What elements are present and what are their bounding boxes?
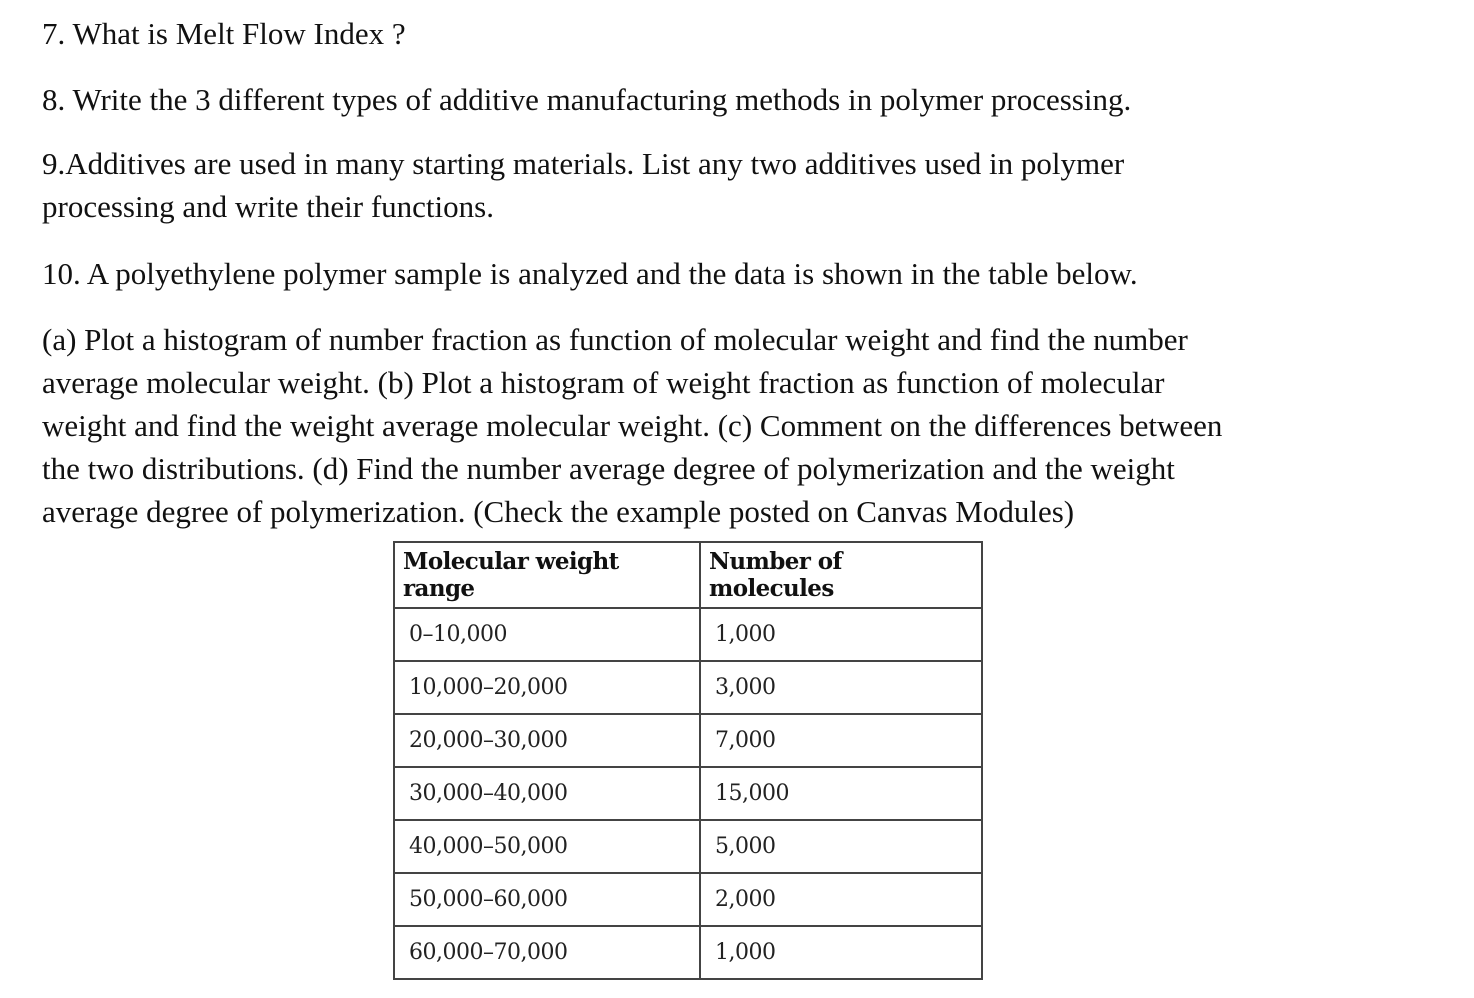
question-10: 10. A polyethylene polymer sample is analyzed and the data is shown in the table below. xyxy=(42,256,1138,291)
count-cell: 15,000 xyxy=(700,767,982,820)
table-row xyxy=(394,926,982,979)
question-9-line: processing and write their functions. xyxy=(42,189,494,224)
question-10-parts xyxy=(42,318,1222,533)
table-row xyxy=(394,873,982,926)
range-cell: 50,000–60,000 xyxy=(394,873,700,926)
table-header-row xyxy=(394,542,982,608)
question-9-line: 9.Additives are used in many starting materials. List any two additives used in polymer xyxy=(42,146,1125,181)
question-10-part-line: average molecular weight. (b) Plot a histogram of weight fraction as function of molecular xyxy=(42,365,1165,400)
header-number-of-molecules: Number of molecules xyxy=(700,542,982,608)
question-10-part-line: the two distributions. (d) Find the number average degree of polymerization and the weight xyxy=(42,451,1175,486)
question-10-part-line: average degree of polymerization. (Check the example posted on Canvas Modules) xyxy=(42,494,1075,529)
range-cell: 20,000–30,000 xyxy=(394,714,700,767)
molecular-weight-table xyxy=(393,541,983,980)
table-row xyxy=(394,820,982,873)
count-cell: 7,000 xyxy=(700,714,982,767)
range-cell: 0–10,000 xyxy=(394,608,700,661)
question-10-part-line: (a) Plot a histogram of number fraction as function of molecular weight and find the number xyxy=(42,322,1188,357)
table-row xyxy=(394,767,982,820)
question-9 xyxy=(42,142,1124,228)
range-cell: 40,000–50,000 xyxy=(394,820,700,873)
question-10-part-line: weight and find the weight average molecular weight. (c) Comment on the differences between xyxy=(42,408,1223,443)
count-cell: 3,000 xyxy=(700,661,982,714)
range-cell: 60,000–70,000 xyxy=(394,926,700,979)
header-molecular-weight-range: Molecular weight range xyxy=(394,542,700,608)
range-cell: 30,000–40,000 xyxy=(394,767,700,820)
range-cell: 10,000–20,000 xyxy=(394,661,700,714)
count-cell: 5,000 xyxy=(700,820,982,873)
question-8: 8. Write the 3 different types of additive manufacturing methods in polymer processing. xyxy=(42,82,1132,117)
question-7: 7. What is Melt Flow Index ? xyxy=(42,16,406,51)
count-cell: 2,000 xyxy=(700,873,982,926)
count-cell: 1,000 xyxy=(700,608,982,661)
table-row xyxy=(394,714,982,767)
table-row xyxy=(394,608,982,661)
count-cell: 1,000 xyxy=(700,926,982,979)
table-row xyxy=(394,661,982,714)
